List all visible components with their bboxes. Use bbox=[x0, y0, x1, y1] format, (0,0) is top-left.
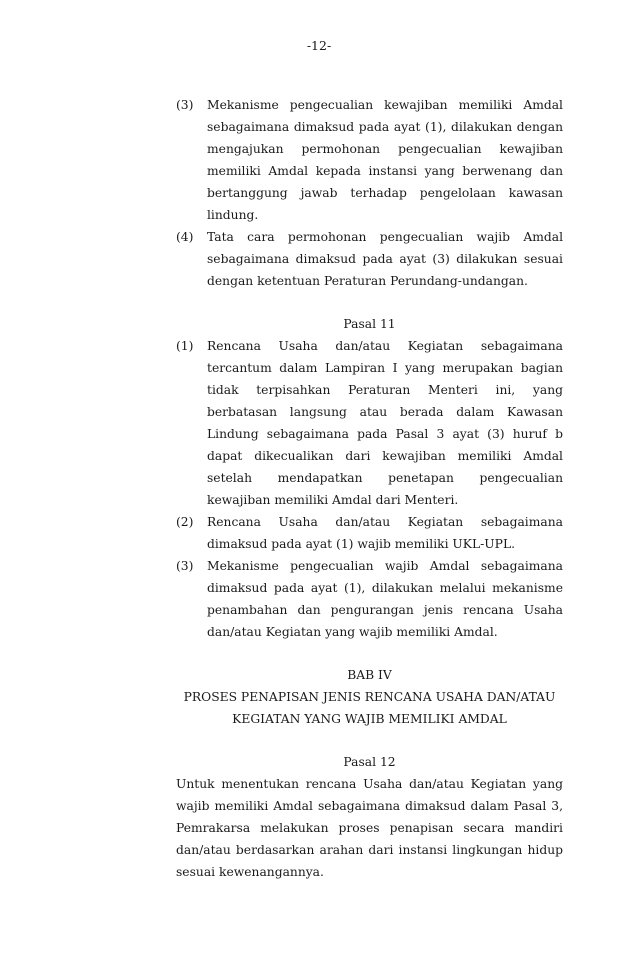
article-heading-pasal-12: Pasal 12 bbox=[343, 755, 396, 769]
clause-text: Rencana Usaha dan/atau Kegiatan sebagaimana dimaksud pada ayat (1) wajib memiliki UKL-UPL. bbox=[207, 515, 563, 551]
clause-3 bbox=[176, 94, 563, 226]
clause-number: (2) bbox=[176, 515, 194, 529]
page-number: -12- bbox=[306, 38, 332, 53]
clause-3 bbox=[176, 555, 563, 643]
clause-number: (1) bbox=[176, 339, 194, 353]
chapter-title-line-2: KEGIATAN YANG WAJIB MEMILIKI AMDAL bbox=[232, 712, 507, 726]
clause-number: (3) bbox=[176, 559, 194, 573]
clause-1 bbox=[176, 335, 563, 511]
document-body bbox=[176, 94, 563, 883]
clause-text: Rencana Usaha dan/atau Kegiatan sebagaimana tercantum dalam Lampiran I yang merupakan bagian tidak terpisahkan Peraturan Menteri ini, yang berbatasan langsung atau berada dalam Kawasan Lindung sebagaimana pada Pasal 3 ayat (3) huruf b dapat dikecualikan dari kewajiban memiliki Amdal setelah mendapatkan penetapan pengecualian kewajiban memiliki Amdal dari Menteri. bbox=[207, 339, 563, 507]
clause-text: Tata cara permohonan pengecualian wajib Amdal sebagaimana dimaksud pada ayat (3) dilakukan sesuai dengan ketentuan Peraturan Perundang-undangan. bbox=[207, 230, 563, 288]
article-paragraph: Untuk menentukan rencana Usaha dan/atau Kegiatan yang wajib memiliki Amdal sebagaimana dimaksud dalam Pasal 3, Pemrakarsa melakukan proses penapisan secara mandiri dan/atau berdasarkan arahan dari instansi lingkungan hidup sesuai kewenangannya. bbox=[176, 777, 563, 879]
clause-text: Mekanisme pengecualian wajib Amdal sebagaimana dimaksud pada ayat (1), dilakukan melalui mekanisme penambahan dan pengurangan jenis rencana Usaha dan/atau Kegiatan yang wajib memiliki Amdal. bbox=[207, 559, 563, 639]
clause-number: (3) bbox=[176, 98, 194, 112]
article-heading-pasal-11: Pasal 11 bbox=[343, 317, 396, 331]
clause-text: Mekanisme pengecualian kewajiban memiliki Amdal sebagaimana dimaksud pada ayat (1), dilakukan dengan mengajukan permohonan pengecualian kewajiban memiliki Amdal kepada instansi yang berwenang dan bertanggung jawab terhadap pengelolaan kawasan lindung. bbox=[207, 98, 563, 222]
chapter-heading: BAB IV bbox=[347, 668, 392, 682]
chapter-title-line-1: PROSES PENAPISAN JENIS RENCANA USAHA DAN/ATAU bbox=[183, 690, 556, 704]
clause-number: (4) bbox=[176, 230, 194, 244]
clause-4 bbox=[176, 226, 563, 292]
clause-2 bbox=[176, 511, 563, 555]
